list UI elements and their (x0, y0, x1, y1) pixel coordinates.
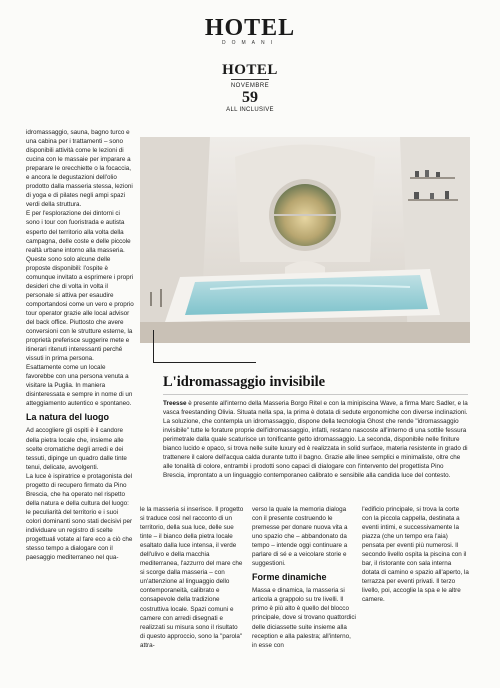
paragraph: l'edificio principale, si trova la corte con la piccola cappella, destinata a eventi intimi, e successivamente la piazza (che un tempo era l'aia) pensata per eventi più numerosi. Il secondo livello ospita la piscina con il bar, il ristorante con sala interna dotata di camino e spazio all'aperto, la terrazza per eventi privati. Il terzo livello, poi, accoglie la spa e le altre camere. (362, 506, 469, 604)
spa-pool-illustration (140, 137, 470, 343)
text-column-2 (140, 505, 244, 650)
feature-lead: Treesse (163, 400, 187, 407)
text-column-1 (26, 128, 134, 562)
text-column-3 (252, 505, 356, 650)
feature-title: L'idromassaggio invisibile (163, 374, 326, 390)
spa-pool-photo (140, 137, 470, 343)
issue-number: 59 (242, 89, 258, 106)
paragraph: Ad accogliere gli ospiti è il candore della pietra locale che, insieme alle scelte cromatiche degli arredi e dei tessuti, dipinge un quadro dalle tinte tenui, delicate, avvolgenti. (26, 427, 127, 471)
issue-month: NOVEMBRE (230, 83, 270, 89)
section-heading: La natura del luogo (26, 412, 110, 423)
paragraph: Esattamente come un locale favorebbe con una persona venuta a visitare la Puglia. In maniera disinteressata e sempre in nome di un atteggiamento autentico e spontaneo. (26, 364, 133, 408)
feature-divider (163, 394, 468, 395)
callout-line-vertical (153, 330, 154, 362)
masthead-logo: HOTEL (204, 15, 296, 41)
masthead-sub: DOMANI (222, 40, 278, 46)
issue-tag: ALL INCLUSIVE (226, 107, 274, 113)
section-heading: Forme dinamiche (252, 572, 327, 583)
feature-text: è presente all'interno della Masseria Borgo Ritel e con la minipiscina Wave, a firma Marc Sadler, e la vasca freestanding Olivia. Situata nella spa, la prima è dotata di sedute ergonomiche con diverse inclinazioni. La soluzione, che contempla un idromassaggio, dispone della tecnologia Ghost che rende "idromassaggio invisibile" tutte le forature proprie dell'idromassaggio, infatti, restano nascoste all'interno di una sottile fessura perimetrale dalla quale scaturisce un tonificante getto idromassaggio. La seconda, disponibile nelle finiture bianco lucido e opaco, si trova nelle suite luxury ed è realizzata in solid surface, materia resistente in grado di trattenere il calore dell'acqua calda durante tutto il bagno. Grazie alle linee semplici e minimaliste, oltre che alle tonalità di colore, entrambi i prodotti sono capaci di dialogare con l'intervento del progettista Pino Brescia, improntato a un linguaggio contemporaneo calibrato e sensibile alla candida luce del contesto. (163, 400, 468, 480)
masthead (0, 16, 500, 46)
paragraph: La luce è ispiratrice e protagonista del progetto di recupero firmato da Pino Brescia, che ha operato nel rispetto della natura e della cultura del luogo: le peculiarità del territorio e i suoi colori dominanti sono stati decisivi per individuare un registro di scelte progettuali votate al fare eco a ciò che stesso tempo a dialogare con il paesaggio mediterraneo nel qua- (26, 472, 133, 562)
paragraph: E per l'esplorazione dei dintorni ci sono i tour con fuoristrada e autista esperto del territorio alla volta della campagna, delle coste e delle piccole realtà urbane intorno alla masseria. Queste sono solo alcune delle proposte disponibili: l'ospite è comunque invitato a esprimere i propri desideri che di volta in volta il personale si attiva per esaudire comportandosi come un vero e proprio tour operator grazie alle local advisor del back office. Piuttosto che avere conversioni con le strutture esterne, la proprietà preferisce suggerire mete e itinerari ritenuti interessanti perché vissuti in prima persona. (26, 210, 134, 363)
paragraph: le la masseria si inserisce. Il progetto si traduce così nel racconto di un territorio, della sua luce, delle sue tinte – il bianco della pietra locale esaltato dalla luce intensa, il verde dell'ulivo e della macchia mediterranea, l'azzurro del mare che si scorge dalla masseria – con un'attenzione al linguaggio dello contemporaneità, calibrato e consapevole della tradizione costruttiva locale. Spazi comuni e camere con arredi disegnati e realizzati su misura sono il risultato di questo approccio, sono la "parola" attra- (140, 506, 244, 649)
issue-rule (231, 79, 269, 80)
feature-body (163, 399, 468, 480)
callout-line-horizontal (153, 362, 256, 363)
paragraph: Massa e dinamica, la masseria si articola a grappolo su tre livelli. Il primo è più alto è quello del blocco principale, dove si trovano quattordici delle diciassette suite insieme alla reception e alla palestra; all'interno, in esse con (252, 587, 356, 649)
paragraph: idromassaggio, sauna, bagno turco e una cabina per i trattamenti – sono disponibili attività come le lezioni di cucina con le massaie per imparare a preparare le orecchiette o la focaccia, e ancora le degustazioni dell'olio prodotto dalla masseria stessa, lezioni di yoga e di pilates negli ampi spazi verdi della struttura. (26, 129, 133, 209)
paragraph: verso la quale la memoria dialoga con il presente costruendo le premesse per donare nuova vita a uno spazio che – abbandonato da tempo – intende oggi continuare a parlare di sé e a veicolare storie e suggestioni. (252, 506, 348, 568)
issue-logo: HOTEL (222, 62, 278, 78)
issue-block (0, 62, 500, 114)
text-column-4 (362, 505, 470, 605)
